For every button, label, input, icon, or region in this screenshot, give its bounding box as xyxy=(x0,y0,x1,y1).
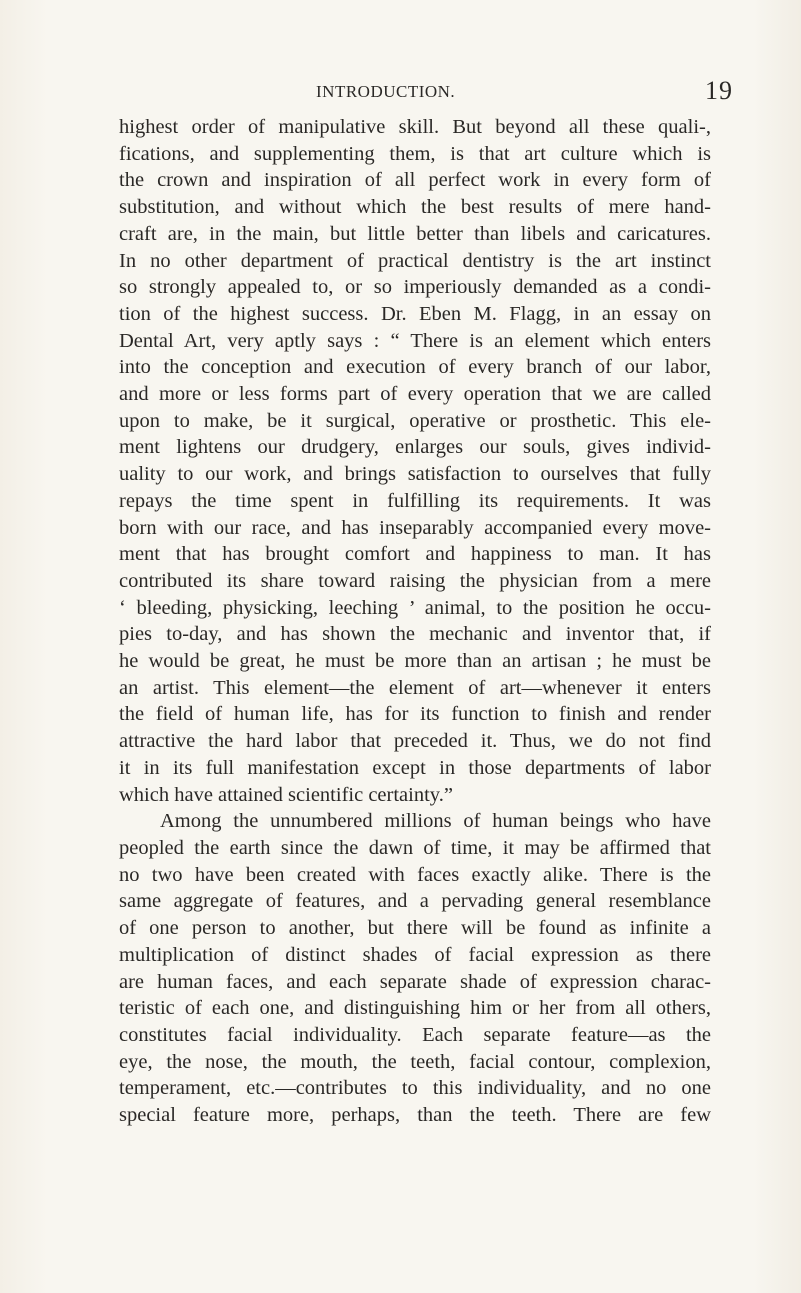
page-header xyxy=(0,76,801,112)
text-line: same aggregate of features, and a pervading general resemblance xyxy=(119,890,711,913)
text-line: teristic of each one, and distinguishing him or her from all others, xyxy=(119,997,711,1020)
paragraph-2 xyxy=(119,808,711,1128)
text-line: contributed its share toward raising the physician from a mere xyxy=(119,569,711,592)
text-line: repays the time spent in fulfilling its requirements. It was xyxy=(119,489,711,512)
text-line: highest order of manipulative skill. But beyond all these quali-, xyxy=(119,116,711,138)
page-number: 19 xyxy=(705,76,733,105)
text-line: In no other department of practical dentistry is the art instinct xyxy=(119,249,711,272)
text-line: it in its full manifestation except in those departments of labor xyxy=(119,756,711,779)
text-line: the field of human life, has for its function to finish and render xyxy=(119,703,711,726)
text-line: no two have been created with faces exactly alike. There is the xyxy=(119,863,711,886)
text-line: special feature more, perhaps, than the teeth. There are few xyxy=(119,1104,711,1127)
text-line: tion of the highest success. Dr. Eben M. Flagg, in an essay on xyxy=(119,302,711,325)
text-line: constitutes facial individuality. Each separate feature—as the xyxy=(119,1023,711,1046)
text-line: the crown and inspiration of all perfect work in every form of xyxy=(119,169,711,192)
text-line: ment that has brought comfort and happiness to man. It has xyxy=(119,543,711,566)
text-line: born with our race, and has inseparably accompanied every move- xyxy=(119,516,711,539)
text-line: substitution, and without which the best results of mere hand- xyxy=(119,196,711,219)
text-line: Dental Art, very aptly says : “ There is an element which enters xyxy=(119,329,711,352)
text-line: an artist. This element—the element of art—whenever it enters xyxy=(119,676,711,699)
text-line: so strongly appealed to, or so imperiously demanded as a condi- xyxy=(119,276,711,299)
text-line: and more or less forms part of every operation that we are called xyxy=(119,383,711,406)
text-line: which have attained scientific certainty.” xyxy=(119,783,453,806)
body-text xyxy=(119,114,711,1129)
text-line: ‘ bleeding, physicking, leeching ’ animal, to the position he occu- xyxy=(119,596,711,619)
text-line: upon to make, be it surgical, operative or prosthetic. This ele- xyxy=(119,409,711,432)
text-line: attractive the hard labor that preceded it. Thus, we do not find xyxy=(119,730,711,753)
text-line: Among the unnumbered millions of human beings who have xyxy=(160,810,711,833)
text-line: fications, and supplementing them, is that art culture which is xyxy=(119,142,711,165)
running-title: INTRODUCTION. xyxy=(316,82,456,101)
text-line: into the conception and execution of every branch of our labor, xyxy=(119,356,711,379)
text-line: are human faces, and each separate shade of expression charac- xyxy=(119,970,711,993)
text-line: peopled the earth since the dawn of time, it may be affirmed that xyxy=(119,836,711,859)
text-line: multiplication of distinct shades of facial expression as there xyxy=(119,943,711,966)
text-line: he would be great, he must be more than an artisan ; he must be xyxy=(119,650,711,673)
text-line: of one person to another, but there will be found as infinite a xyxy=(119,917,711,940)
text-line: uality to our work, and brings satisfaction to ourselves that fully xyxy=(119,463,711,486)
text-line: ment lightens our drudgery, enlarges our souls, gives individ- xyxy=(119,436,711,459)
paragraph-1 xyxy=(119,114,711,808)
text-line: temperament, etc.—contributes to this individuality, and no one xyxy=(119,1077,711,1100)
text-line: eye, the nose, the mouth, the teeth, facial contour, complexion, xyxy=(119,1050,711,1073)
text-line: pies to-day, and has shown the mechanic and inventor that, if xyxy=(119,623,711,646)
text-line: craft are, in the main, but little better than libels and caricatures. xyxy=(119,222,711,245)
